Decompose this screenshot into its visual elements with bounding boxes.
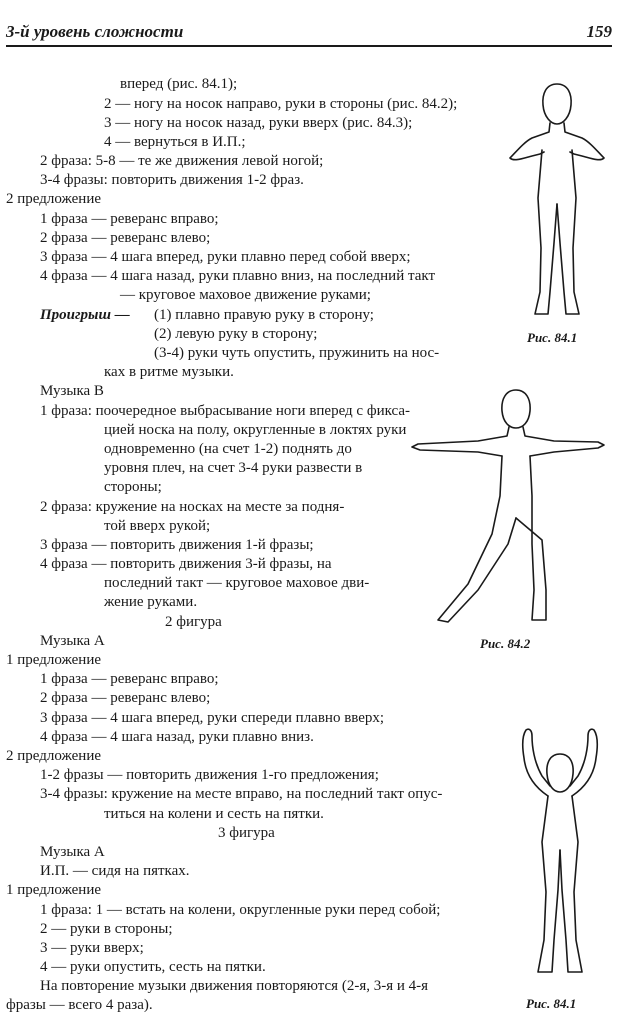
figure-caption: Рис. 84.1 xyxy=(526,996,577,1011)
text-line: — круговое маховое движение руками; xyxy=(120,287,371,303)
text-line: последний такт — круговое маховое дви- xyxy=(104,575,370,591)
text-line: 2 фраза — реверанс влево; xyxy=(40,230,211,246)
text-line: одновременно (на счет 1-2) поднять до xyxy=(104,441,352,457)
figure-standing-hands-chest xyxy=(502,78,612,326)
page-header xyxy=(6,18,612,46)
section-heading: 2 предложение xyxy=(6,191,102,207)
text-line: 2 — руки в стороны; xyxy=(40,921,173,937)
music-heading: Музыка А xyxy=(40,844,105,860)
section-heading: 1 предложение xyxy=(6,882,102,898)
music-heading: Музыка В xyxy=(40,383,104,399)
text-line: 4 фраза — 4 шага назад, руки плавно вниз, на последний такт xyxy=(40,268,436,284)
header-rule xyxy=(6,45,612,47)
text-line: 1 фраза: 1 — встать на колени, округленные руки перед собой; xyxy=(40,902,441,918)
text-line: 3 фраза — 4 шага вперед, руки плавно перед собой вверх; xyxy=(40,249,411,265)
music-heading: Музыка А xyxy=(40,633,105,649)
text-line: 3 — ногу на носок назад, руки вверх (рис. 84.3); xyxy=(104,115,413,131)
text-line: 3 фраза — 4 шага вперед, руки спереди плавно вверх; xyxy=(40,710,385,726)
interlude-label: Проигрыш — xyxy=(40,307,130,323)
text-line: 1 фраза: поочередное выбрасывание ноги вперед с фикса- xyxy=(40,403,410,419)
text-line: (1) плавно правую руку в сторону; xyxy=(154,307,374,323)
text-line: 2 фраза — реверанс влево; xyxy=(40,690,211,706)
text-line: 2 фраза: кружение на носках на месте за подня- xyxy=(40,499,345,515)
text-line: жение руками. xyxy=(104,594,198,610)
text-line: вперед (рис. 84.1); xyxy=(120,76,238,92)
text-line: (3-4) руки чуть опустить, пружинить на нос- xyxy=(154,345,440,361)
figure-caption: Рис. 84.1 xyxy=(527,330,578,345)
text-line: (2) левую руку в сторону; xyxy=(154,326,318,342)
text-line: 3-4 фразы: кружение на месте вправо, на последний такт опус- xyxy=(40,786,443,802)
text-line: той вверх рукой; xyxy=(104,518,211,534)
figure-arms-raised xyxy=(508,722,612,984)
text-line: 3 — руки вверх; xyxy=(40,940,144,956)
text-line: 1 фраза — реверанс вправо; xyxy=(40,211,219,227)
text-line: 2 — ногу на носок направо, руки в стороны (рис. 84.2); xyxy=(104,96,458,112)
text-line: стороны; xyxy=(104,479,162,495)
text-line: титься на колени и сесть на пятки. xyxy=(104,806,324,822)
text-line: 3-4 фразы: повторить движения 1-2 фраз. xyxy=(40,172,304,188)
text-line: 2 фраза: 5-8 — те же движения левой ногой; xyxy=(40,153,324,169)
text-line: 4 фраза — 4 шага назад, руки плавно вниз. xyxy=(40,729,314,745)
figure-heading: 2 фигура xyxy=(165,614,222,630)
figure-caption: Рис. 84.2 xyxy=(480,636,531,651)
text-line: 4 — вернуться в И.П.; xyxy=(104,134,246,150)
text-line: цией носка на полу, округленные в локтях руки xyxy=(104,422,407,438)
text-line: уровня плеч, на счет 3-4 руки развести в xyxy=(104,460,363,476)
page-number: 159 xyxy=(586,22,612,41)
text-line: ках в ритме музыки. xyxy=(104,364,234,380)
text-line: 1-2 фразы — повторить движения 1-го предложения; xyxy=(40,767,379,783)
text-line: И.П. — сидя на пятках. xyxy=(40,863,190,879)
text-line: фразы — всего 4 раза). xyxy=(6,997,153,1013)
running-title: 3-й уровень сложности xyxy=(6,22,184,41)
text-line: 4 — руки опустить, сесть на пятки. xyxy=(40,959,266,975)
figure-arms-sides-leg-out xyxy=(408,384,608,632)
text-line: 1 фраза — реверанс вправо; xyxy=(40,671,219,687)
text-line: 3 фраза — повторить движения 1-й фразы; xyxy=(40,537,314,553)
text-line: На повторение музыки движения повторяются (2-я, 3-я и 4-я xyxy=(40,978,429,994)
section-heading: 1 предложение xyxy=(6,652,102,668)
text-line: 4 фраза — повторить движения 3-й фразы, на xyxy=(40,556,332,572)
section-heading: 2 предложение xyxy=(6,748,102,764)
figure-heading: 3 фигура xyxy=(218,825,275,841)
